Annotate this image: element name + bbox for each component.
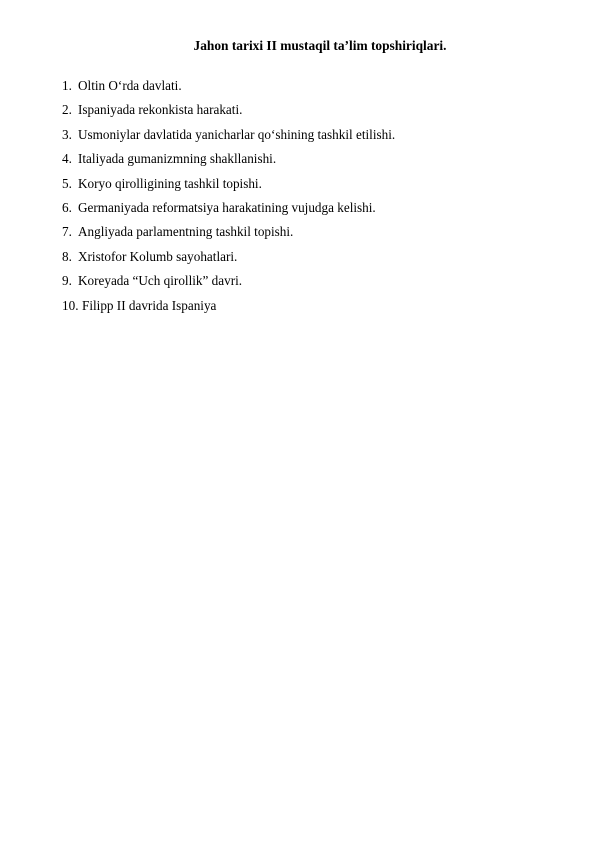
list-item (62, 269, 395, 293)
item-number: 8. (62, 248, 72, 264)
item-text: Angliyada parlamentning tashkil topishi. (78, 224, 294, 240)
list-item (62, 220, 395, 244)
list-item (62, 245, 395, 269)
list-item (62, 123, 395, 147)
item-number: 1. (62, 78, 72, 93)
item-text: Oltin O‘rda davlati. (78, 78, 182, 93)
list-item (62, 172, 395, 196)
item-text: Koreyada “Uch qirollik” davri. (78, 273, 243, 289)
item-number: 3. (62, 126, 72, 142)
list-item (62, 147, 395, 171)
item-text: Koryo qirolligining tashkil topishi. (78, 175, 262, 191)
list-item (62, 294, 395, 318)
item-text: Italiyada gumanizmning shakllanishi. (78, 151, 277, 167)
task-list (62, 74, 395, 318)
item-number: 2. (62, 102, 72, 118)
item-number: 10. (62, 297, 79, 313)
item-text: Usmoniylar davlatida yanicharlar qo‘shining tashkil etilishi. (78, 126, 396, 142)
item-number: 6. (62, 199, 72, 215)
list-item (62, 196, 395, 220)
list-item (62, 74, 395, 98)
item-number: 4. (62, 151, 72, 167)
item-text: Ispaniyada rekonkista harakati. (78, 102, 243, 118)
item-text: Filipp II davrida Ispaniya (82, 297, 217, 313)
item-number: 5. (62, 175, 72, 191)
item-number: 9. (62, 273, 72, 289)
document-title: Jahon tarixi II mustaqil ta’lim topshiriqlari. (193, 38, 447, 53)
item-text: Xristofor Kolumb sayohatlari. (78, 248, 238, 264)
item-number: 7. (62, 224, 72, 240)
item-text: Germaniyada reformatsiya harakatining vujudga kelishi. (78, 199, 376, 215)
list-item (62, 98, 395, 122)
